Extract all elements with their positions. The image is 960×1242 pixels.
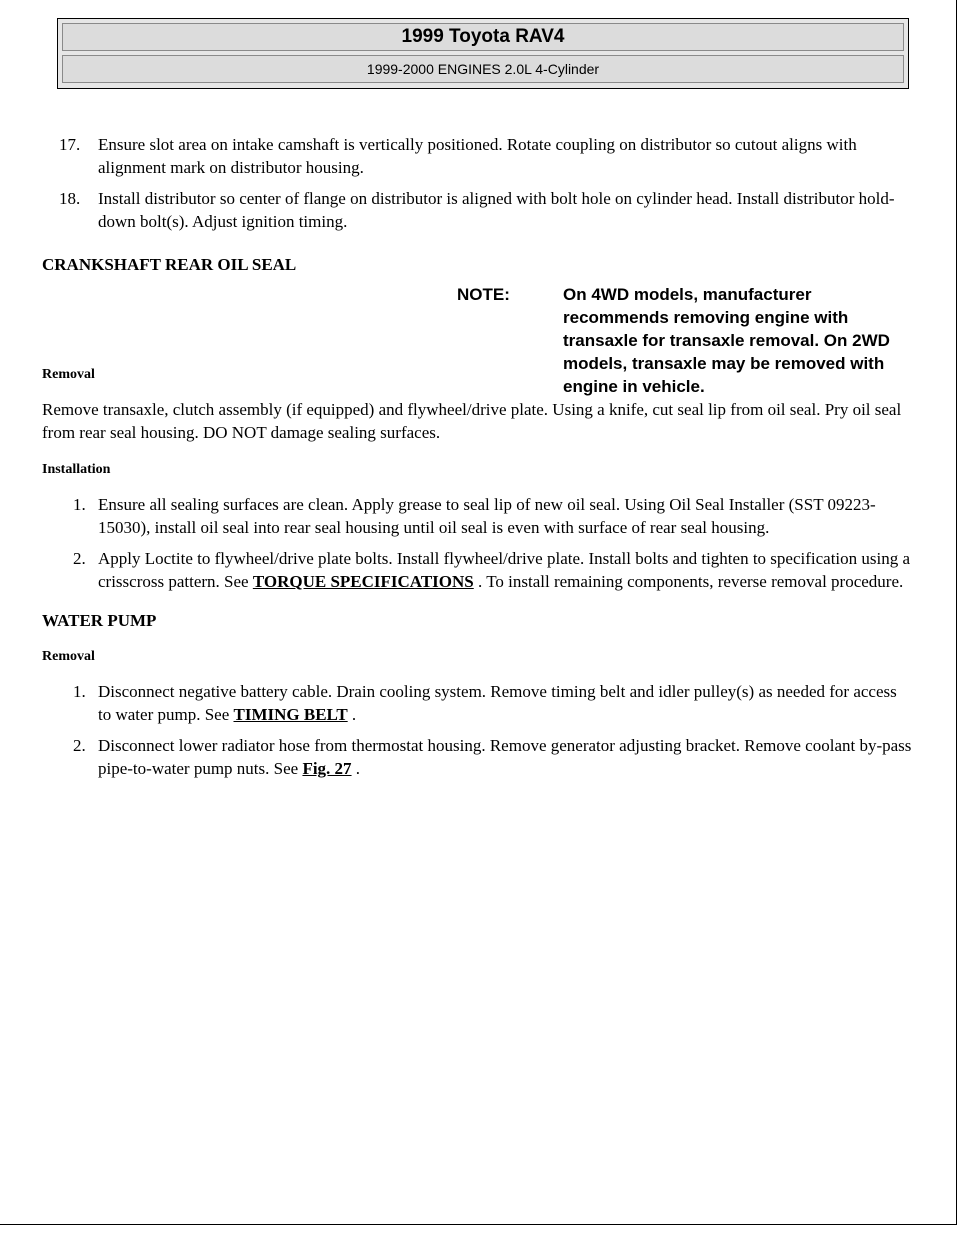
water-pump-steps <box>42 680 912 780</box>
removal-paragraph: Remove transaxle, clutch assembly (if equipped) and flywheel/drive plate. Using a knife, cut seal lip from oil seal. Pry oil seal from rear seal housing. DO NOT damage sealing surfaces. <box>42 400 902 442</box>
note-label: NOTE: <box>457 285 510 304</box>
step-number: 2. <box>73 549 86 568</box>
step-text-post: . <box>347 705 357 724</box>
list-item <box>42 547 912 593</box>
subheading-installation: Installation <box>42 462 111 477</box>
step-text-pre: Disconnect negative battery cable. Drain cooling system. Remove timing belt and idler pulley(s) as needed for access to water pump. See <box>98 682 897 724</box>
step-number: 1. <box>73 495 86 514</box>
step-number: 17. <box>59 135 81 154</box>
section-heading-water-pump: WATER PUMP <box>42 611 157 630</box>
list-item <box>42 187 912 233</box>
torque-specifications-link[interactable]: TORQUE SPECIFICATIONS <box>252 572 474 591</box>
step-text: Ensure all sealing surfaces are clean. Apply grease to seal lip of new oil seal. Using Oil Seal Installer (SST 09223-15030), install oil seal into rear seal housing until oil seal is even with surface of rear seal housing. <box>98 495 876 537</box>
step-text-pre: Apply Loctite to flywheel/drive plate bolts. Install flywheel/drive plate. Install bolts and tighten to specification using a crisscross pattern. See <box>98 549 911 591</box>
note-text: On 4WD models, manufacturer recommends removing engine with transaxle for transaxle removal. On 2WD models, transaxle may be removed with engine in vehicle. <box>563 285 890 396</box>
header-title: 1999 Toyota RAV4 <box>62 23 904 51</box>
section-heading-crankshaft: CRANKSHAFT REAR OIL SEAL <box>42 255 297 274</box>
header-subtitle: 1999-2000 ENGINES 2.0L 4-Cylinder <box>62 55 904 83</box>
document-body <box>42 133 912 788</box>
subheading-removal: Removal <box>42 649 95 664</box>
step-text-post: . <box>351 759 361 778</box>
step-number: 2. <box>73 736 86 755</box>
step-text: Install distributor so center of flange on distributor is aligned with bolt hole on cylinder head. Install distributor hold-down bolt(s). Adjust ignition timing. <box>98 189 895 231</box>
list-item <box>42 680 912 726</box>
list-item <box>42 133 912 179</box>
timing-belt-link[interactable]: TIMING BELT <box>233 705 348 724</box>
step-text-pre: Disconnect lower radiator hose from thermostat housing. Remove generator adjusting bracket. Remove coolant by-pass pipe-to-water pump nuts. See <box>98 736 912 778</box>
document-header <box>57 18 909 89</box>
list-item <box>42 734 912 780</box>
fig-27-link[interactable]: Fig. 27 <box>302 759 352 778</box>
installation-steps <box>42 493 912 593</box>
distributor-steps <box>42 133 912 233</box>
step-number: 1. <box>73 682 86 701</box>
list-item <box>42 493 912 539</box>
step-number: 18. <box>59 189 81 208</box>
step-text: Ensure slot area on intake camshaft is vertically positioned. Rotate coupling on distributor so cutout aligns with alignment mark on distributor housing. <box>98 135 857 177</box>
step-text-post: . To install remaining components, reverse removal procedure. <box>473 572 904 591</box>
subheading-removal: Removal <box>42 367 95 382</box>
